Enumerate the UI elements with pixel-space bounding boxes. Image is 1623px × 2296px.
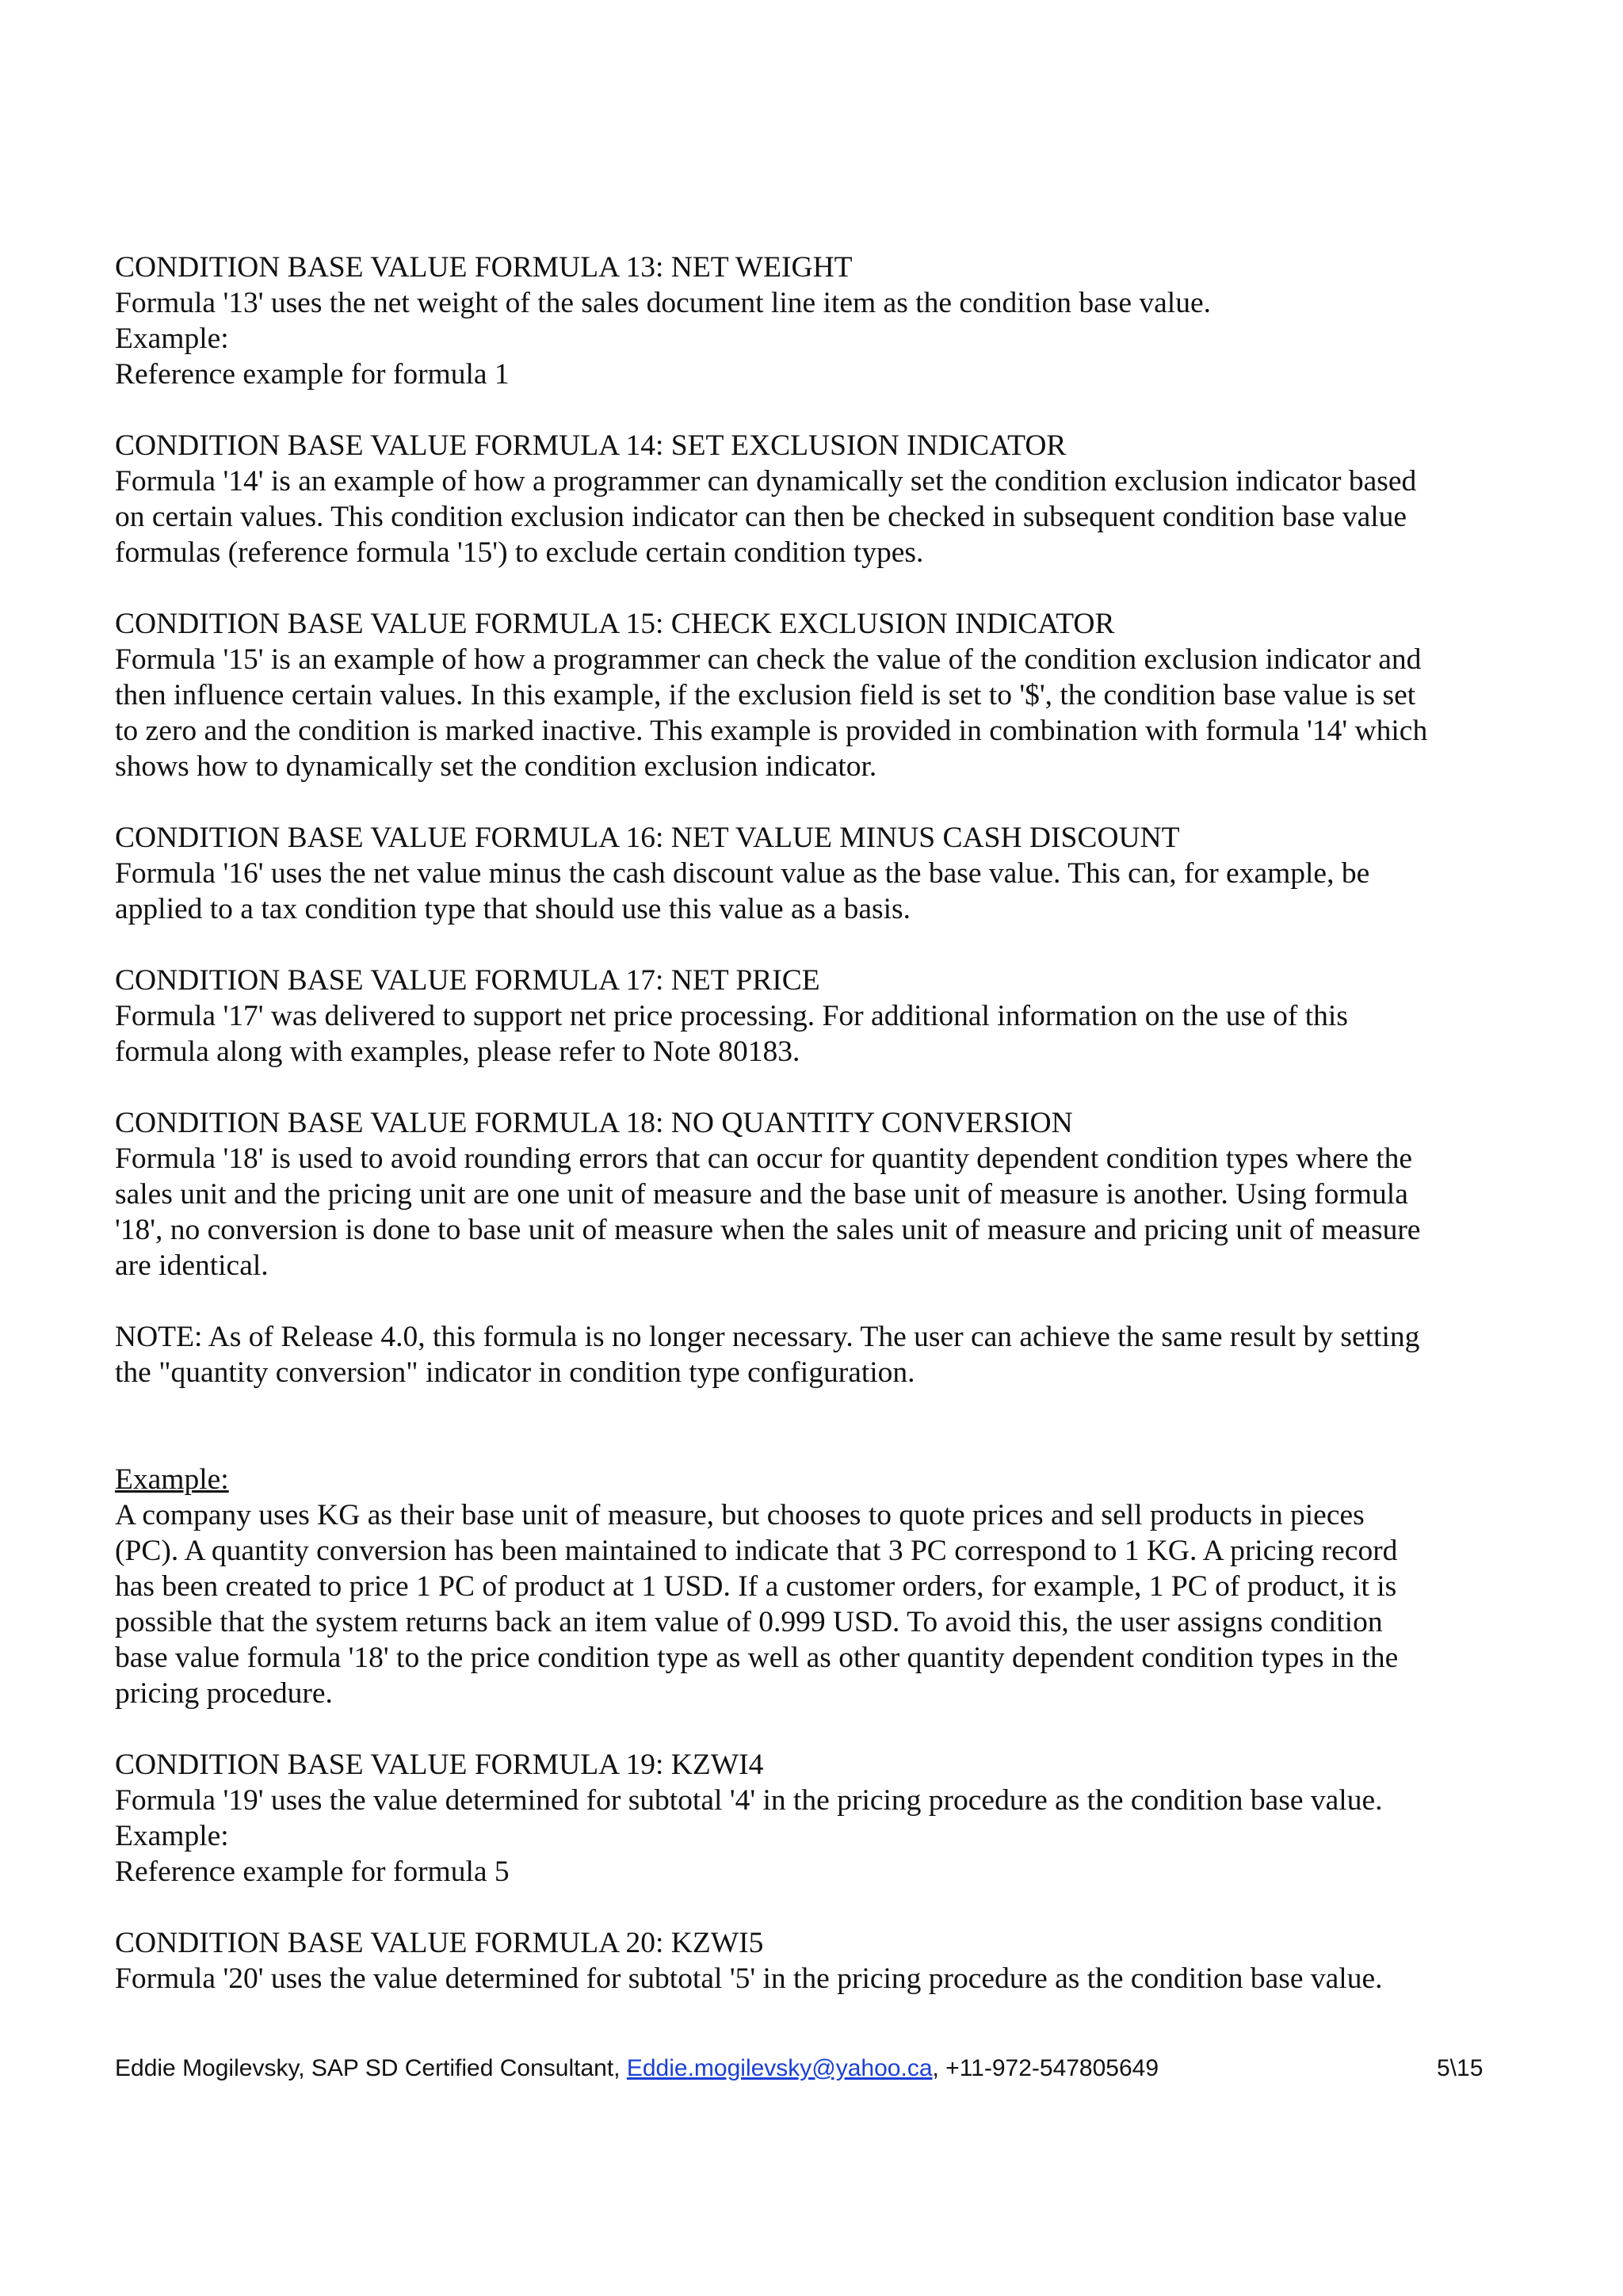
body-line: Example: — [115, 322, 229, 355]
body-line: pricing procedure. — [115, 1677, 333, 1710]
body-line: Reference example for formula 5 — [115, 1855, 510, 1888]
body-line: on certain values. This condition exclusion indicator can then be checked in subsequent condition base value — [115, 501, 1407, 533]
body-line: Formula '14' is an example of how a programmer can dynamically set the condition exclusion indicator based — [115, 465, 1417, 498]
body-line: Formula '19' uses the value determined for subtotal '4' in the pricing procedure as the condition base value. — [115, 1784, 1383, 1817]
section-heading: CONDITION BASE VALUE FORMULA 20: KZWI5 — [115, 1927, 764, 1959]
section-heading: CONDITION BASE VALUE FORMULA 16: NET VALUE MINUS CASH DISCOUNT — [115, 822, 1180, 854]
footer-email-link[interactable]: Eddie.mogilevsky@yahoo.ca — [626, 2055, 933, 2081]
body-line: Formula '17' was delivered to support net price processing. For additional information on the use of this — [115, 1000, 1348, 1032]
section-formula-13 — [115, 250, 1541, 392]
section-heading: CONDITION BASE VALUE FORMULA 14: SET EXCLUSION INDICATOR — [115, 429, 1067, 462]
section-formula-20 — [115, 1925, 1541, 1997]
body-line: (PC). A quantity conversion has been maintained to indicate that 3 PC correspond to 1 KG. A pricing record — [115, 1535, 1398, 1567]
section-heading: CONDITION BASE VALUE FORMULA 15: CHECK EXCLUSION INDICATOR — [115, 608, 1115, 640]
example-heading: Example: — [115, 1463, 229, 1496]
footer-author: Eddie Mogilevsky, SAP SD Certified Consultant, — [115, 2055, 627, 2081]
body-line: Example: — [115, 1820, 229, 1852]
footer-phone: , +11-972-547805649 — [932, 2055, 1159, 2081]
section-heading: CONDITION BASE VALUE FORMULA 18: NO QUANTITY CONVERSION — [115, 1107, 1073, 1139]
document-body — [115, 250, 1541, 1997]
body-line: Formula '18' is used to avoid rounding errors that can occur for quantity dependent condition types where the — [115, 1142, 1413, 1175]
section-heading: CONDITION BASE VALUE FORMULA 17: NET PRICE — [115, 964, 820, 997]
body-line: are identical. — [115, 1249, 269, 1282]
body-line: Formula '16' uses the net value minus the cash discount value as the base value. This can, for example, be — [115, 857, 1370, 890]
body-line: formula along with examples, please refer to Note 80183. — [115, 1035, 800, 1068]
body-line: has been created to price 1 PC of product at 1 USD. If a customer orders, for example, 1 PC of product, it is — [115, 1570, 1397, 1603]
body-line: Reference example for formula 1 — [115, 358, 510, 391]
section-heading: CONDITION BASE VALUE FORMULA 13: NET WEIGHT — [115, 251, 853, 284]
body-line: the "quantity conversion" indicator in condition type configuration. — [115, 1356, 915, 1389]
body-line: then influence certain values. In this example, if the exclusion field is set to '$', the condition base value is set — [115, 679, 1416, 711]
section-formula-16 — [115, 820, 1541, 927]
body-line: possible that the system returns back an item value of 0.999 USD. To avoid this, the user assigns condition — [115, 1606, 1383, 1638]
body-line: NOTE: As of Release 4.0, this formula is no longer necessary. The user can achieve the same result by setting — [115, 1321, 1420, 1353]
body-line: '18', no conversion is done to base unit of measure when the sales unit of measure and pricing unit of measure — [115, 1214, 1421, 1246]
body-line: A company uses KG as their base unit of measure, but chooses to quote prices and sell products in pieces — [115, 1499, 1365, 1531]
section-formula-18 — [115, 1105, 1541, 1283]
body-line: base value formula '18' to the price condition type as well as other quantity dependent condition types in the — [115, 1642, 1399, 1674]
page-number: 5\15 — [1437, 2055, 1484, 2081]
body-line: applied to a tax condition type that should use this value as a basis. — [115, 893, 911, 925]
section-formula-15 — [115, 606, 1541, 784]
body-line: to zero and the condition is marked inactive. This example is provided in combination with formula '14' which — [115, 715, 1428, 747]
section-heading: CONDITION BASE VALUE FORMULA 19: KZWI4 — [115, 1749, 764, 1781]
body-line: sales unit and the pricing unit are one unit of measure and the base unit of measure is another. Using formula — [115, 1178, 1408, 1211]
body-line: shows how to dynamically set the condition exclusion indicator. — [115, 750, 877, 783]
example-paragraph — [115, 1462, 1541, 1711]
body-line: Formula '13' uses the net weight of the sales document line item as the condition base value. — [115, 287, 1211, 319]
section-formula-19 — [115, 1747, 1541, 1890]
body-line: Formula '20' uses the value determined for subtotal '5' in the pricing procedure as the condition base value. — [115, 1962, 1383, 1995]
body-line: Formula '15' is an example of how a programmer can check the value of the condition exclusion indicator and — [115, 643, 1422, 676]
section-formula-17 — [115, 963, 1541, 1070]
section-formula-14 — [115, 428, 1541, 570]
page-footer — [115, 2054, 1510, 2084]
body-line: formulas (reference formula '15') to exclude certain condition types. — [115, 536, 924, 569]
note-paragraph — [115, 1319, 1541, 1390]
